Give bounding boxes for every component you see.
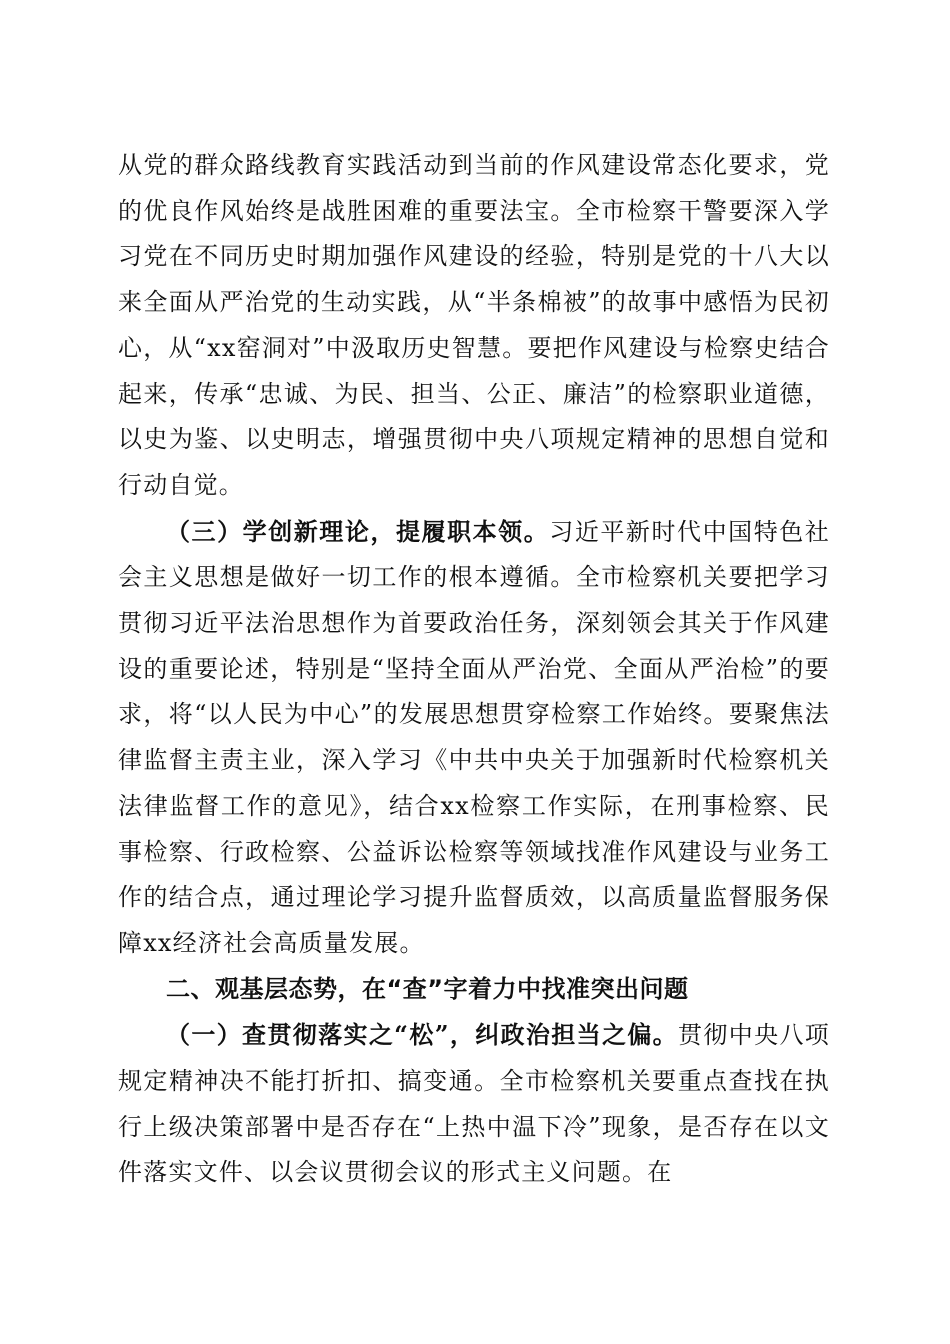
paragraph-text: 习近平新时代中国特色社会主义思想是做好一切工作的根本遵循。全市检察机关要把学习贯彻习近平法治思想作为首要政治任务，深刻领会其关于作风建设的重要论述，特别是“坚持全面从严治党、全面从严治检”的要求，将“以人民为中心”的发展思想贯穿检察工作始终。要聚焦法律监督主责主业，深入学习《中共中央关于加强新时代检察机关法律监督工作的意见》，结合xx检察工作实际，在刑事检察、民事检察、行政检察、公益诉讼检察等领域找准作风建设与业务工作的结合点，通过理论学习提升监督质效，以高质量监督服务保障xx经济社会高质量发展。 — [118, 517, 830, 957]
paragraph-text: 贯彻中央八项规定精神决不能打折扣、搞变通。全市检察机关要重点查找在执行上级决策部署中是否存在“上热中温下冷”现象，是否存在以文件落实文件、以会议贯彻会议的形式主义问题。在 — [118, 1021, 830, 1187]
section-heading: 二、观基层态势，在“查”字着力中找准突出问题 — [166, 974, 689, 1003]
paragraph-study-theory — [118, 509, 830, 967]
paragraph-history-lessons — [118, 143, 830, 509]
document-body — [118, 143, 830, 1196]
paragraph-check-implementation — [118, 1012, 830, 1196]
paragraph-lead-heading: （三）学创新理论，提履职本领。 — [166, 516, 550, 546]
paragraph-lead-heading: （一）查贯彻落实之“松”，纠政治担当之偏。 — [166, 1020, 679, 1050]
paragraph-text: 从党的群众路线教育实践活动到当前的作风建设常态化要求，党的优良作风始终是战胜困难的重要法宝。全市检察干警要深入学习党在不同历史时期加强作风建设的经验，特别是党的十八大以来全面从严治党的生动实践，从“半条棉被”的故事中感悟为民初心，从“xx窑洞对”中汲取历史智慧。要把作风建设与检察史结合起来，传承“忠诚、为民、担当、公正、廉洁”的检察职业道德，以史为鉴、以史明志，增强贯彻中央八项规定精神的思想自觉和行动自觉。 — [118, 151, 830, 499]
